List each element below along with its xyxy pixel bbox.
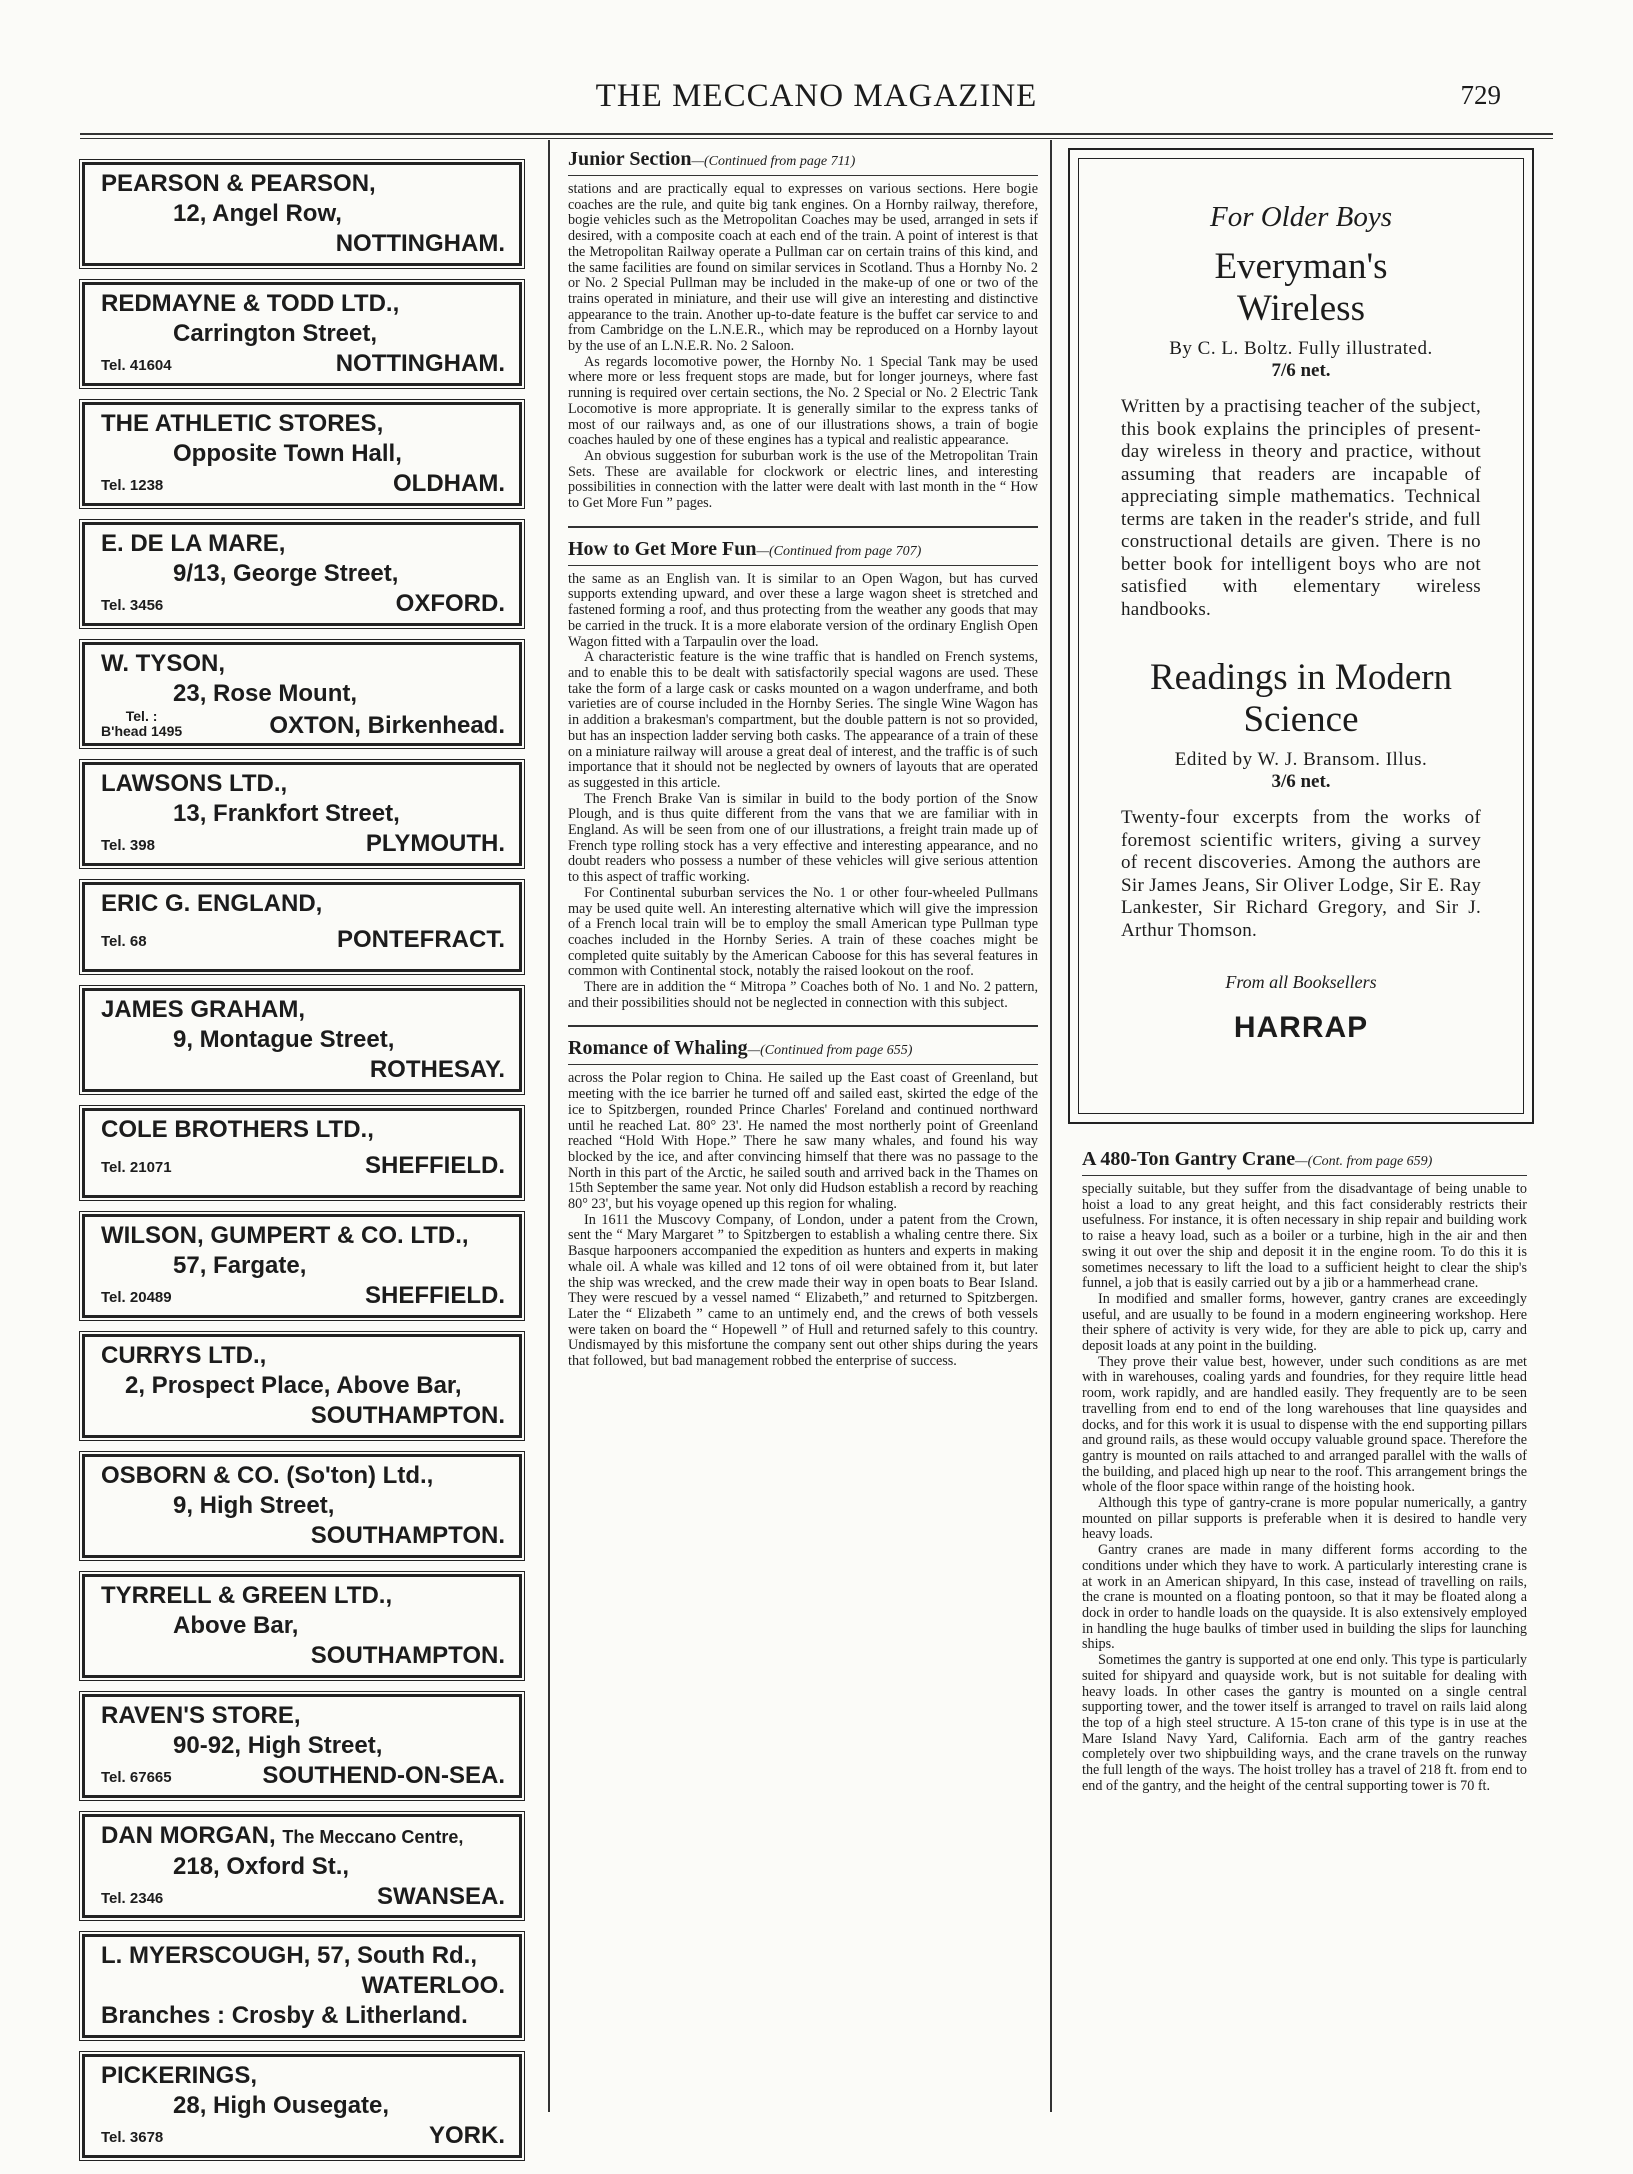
dealer-town: NOTTINGHAM.: [335, 230, 505, 257]
article-heading: Romance of Whaling—(Continued from page 655): [568, 1037, 913, 1060]
dealer-tel: Tel. : B'head 1495: [101, 708, 183, 739]
dealer-box: [82, 882, 522, 972]
magazine-title: THE MECCANO MAGAZINE: [595, 78, 1038, 114]
dealer-tel: Tel. 67665: [101, 1769, 172, 1786]
dealer-town: NOTTINGHAM.: [335, 350, 505, 377]
dealer-name: DAN MORGAN, The Meccano Centre,: [101, 1822, 464, 1849]
dealer-box: [82, 642, 522, 746]
dealer-box: [82, 162, 522, 266]
dealer-name: W. TYSON,: [101, 650, 226, 677]
dealer-town: WATERLOO.: [361, 1972, 505, 1999]
dealer-box: [82, 1214, 522, 1318]
article-body: specially suitable, but they suffer from the disadvantage of being unable to hoist a load to any great height, and this fact considerably restricts their usefulness. For instance, it is often necessary in ship repair and building work to raise a heavy load, such as a boiler or a turbine, high in the air and then swing it out over the ship and deposit it in the engine room. To do this it is sometimes necessary to lift the load to a sufficient height to clear the ship's funnel, a job that is easily carried out by a jib or a hammerhead crane. In modified and smaller forms, however, gantry cranes are exceedingly useful, and are usually to be found in a modern engineering workshop. Here their sphere of activity is very wide, for they are able to pick up, carry and deposit loads at any point in the building. They prove their value best, however, under such conditions as are met with in warehouses, coaling yards and foundries, for they require little head room, work rapidly, and are handled easily. They frequently are to be seen travelling from end to end of the long warehouses that line quaysides and docks, and for this work it is usual to dispense with the end supporting pillars and ground rails, as these would occupy valuable ground space. Therefore the gantry is mounted on rails attached to and arranged parallel with the walls of the building, and placed high up near to the roof. This arrangement brings the whole of the floor space within range of the hoisting hook. Although this type of gantry-crane is more popular numerically, a gantry mounted on pillar supports is preferable when it is desired to handle very heavy loads. Gantry cranes are made in many different forms according to the conditions under which they have to work. A particularly interesting crane is at work in an American shipyard, In this case, instead of travelling on rails, the crane is mounted on a floating pontoon, so that it may be floated along a dock in order to handle loads on the quayside. It is also extensively employed in handling the huge baulks of timber used in building the slips for launching ships. Sometimes the gantry is supported at one end only. This type is particularly suited for shipyard and quayside work, but is not suitable for dealing with heavy loads. In other cases the gantry is mounted on a single central supporting tower, and the tower itself is arranged to travel on rails laid along the top of a high steel structure. A 15-ton crane of this type is in use at the Mare Island Navy Yard, California. Each arm of the gantry reaches completely over two shipbuilding ways, and the crane travels on the runway the full length of the ways. The hoist trolley has a travel of 218 ft. from end to end of the gantry, and the height of the central supporting tower is 70 ft.: [1082, 1181, 1527, 1794]
ad-description: Written by a practising teacher of the subject, this book explains the principles of present-day wireless in theory and practice, without assuming that readers are incapable of appreciating simple mathematics. Technical terms are taken in the reader's stride, and full constructional details are given. There is no better book for intelligent boys who are not satisfied with elementary wireless handbooks.: [1121, 396, 1481, 620]
ad-publisher: HARRAP: [1233, 1011, 1369, 1044]
dealer-name: WILSON, GUMPERT & CO. LTD.,: [101, 1222, 469, 1249]
dealer-town: OXFORD.: [395, 590, 505, 617]
article-body: stations and are practically equal to expresses on various sections. Here bogie coaches are the rule, and quite big tank engines. On a Hornby railway, therefore, bogie vehicles such as the Metropolitan Coaches may be used, arranged in sets if desired, with a composite coach at each end of the train. A point of interest is that the Metropolitan Railway operate a Pullman car on certain trains of this kind, and the same facilities are found on similar services in Scotland. Thus a Hornby No. 2 or No. 2 Special Pullman may be included in the make-up of one or two of the trains operated in miniature, and their use will give an interesting and distinctive appearance to the train. Another up-to-date feature is the buffet car service to and from Cambridge on the L.N.E.R., which may be reproduced on a Hornby layout by the use of an L.N.E.R. No. 2 Saloon. As regards locomotive power, the Hornby No. 1 Special Tank may be used where more or less frequent stops are made, but for longer journeys, where fast running is required over certain sections, the No. 2 Special or No. 2 Electric Tank Locomotive is more appropriate. It is generally similar to the express tanks of most of our railways and, as one of our illustrations shows, a train of bogie coaches hauled by one of these engines has a typical and realistic appearance. An obvious suggestion for suburban work is the use of the Metropolitan Train Sets. These are available for clockwork or electric lines, and interesting possibilities in connection with the latter were dealt with last month in the “ How to Get More Fun ” pages.: [568, 181, 1038, 512]
dealer-branches: Branches : Crosby & Litherland.: [101, 2002, 468, 2029]
dealer-box: [82, 1694, 522, 1798]
dealer-name: L. MYERSCOUGH, 57, South Rd.,: [101, 1942, 478, 1969]
harrap-advertisement: [1068, 148, 1534, 1124]
dealer-name: CURRYS LTD.,: [101, 1342, 267, 1369]
dealer-name: ERIC G. ENGLAND,: [101, 890, 323, 917]
page-number: 729: [1460, 80, 1501, 110]
dealer-tel: Tel. 21071: [101, 1159, 172, 1176]
dealer-name: LAWSONS LTD.,: [101, 770, 288, 797]
ad-editor: Edited by W. J. Bransom. Illus.: [1174, 749, 1428, 770]
dealer-name: OSBORN & CO. (So'ton) Ltd.,: [101, 1462, 434, 1489]
article-separator: [568, 1025, 1038, 1027]
dealer-name: THE ATHLETIC STORES,: [101, 410, 384, 437]
middle-column: [568, 148, 1038, 1370]
dealer-box: [82, 282, 522, 386]
dealer-name: TYRRELL & GREEN LTD.,: [101, 1582, 393, 1609]
dealer-box: [82, 1814, 522, 1918]
dealer-town: YORK.: [428, 2122, 505, 2149]
dealer-tel: Tel. 3678: [101, 2129, 164, 2146]
dealer-box: [82, 402, 522, 506]
dealer-name: JAMES GRAHAM,: [101, 996, 306, 1023]
dealer-address: Above Bar,: [173, 1612, 299, 1639]
ad-price: 7/6 net.: [1271, 360, 1331, 381]
article-junior-section: [568, 148, 1038, 512]
article-separator: [568, 526, 1038, 528]
ad-book-title: Readings in Modern Science: [1149, 657, 1453, 740]
dealer-name: E. DE LA MARE,: [101, 530, 286, 557]
dealer-address: 9, High Street,: [173, 1492, 335, 1519]
ad-booksellers: From all Booksellers: [1225, 972, 1377, 992]
dealer-address: 2, Prospect Place, Above Bar,: [125, 1372, 462, 1399]
dealer-subtitle: The Meccano Centre,: [282, 1827, 464, 1847]
ad-price: 3/6 net.: [1271, 771, 1331, 792]
dealer-tel: Tel. 20489: [101, 1289, 172, 1306]
dealer-name: REDMAYNE & TODD LTD.,: [101, 290, 400, 317]
dealer-town: SWANSEA.: [376, 1883, 505, 1910]
dealer-box: [82, 522, 522, 626]
dealer-town: SHEFFIELD.: [364, 1152, 505, 1179]
dealer-town: SHEFFIELD.: [364, 1282, 505, 1309]
dealer-box: [82, 1574, 522, 1678]
dealer-town: PLYMOUTH.: [365, 830, 505, 857]
dealer-town: SOUTHAMPTON.: [310, 1402, 505, 1429]
dealer-address: 28, High Ousegate,: [173, 2092, 390, 2119]
dealer-address: Opposite Town Hall,: [173, 440, 402, 467]
dealer-address: Carrington Street,: [173, 320, 378, 347]
dealer-tel: Tel. 68: [101, 933, 147, 950]
article-gantry-crane: [1082, 1148, 1527, 1794]
dealer-address: 90-92, High Street,: [173, 1732, 383, 1759]
dealer-address: 9, Montague Street,: [173, 1026, 395, 1053]
header-rule: [80, 133, 1553, 135]
dealer-town: SOUTHAMPTON.: [310, 1642, 505, 1669]
dealer-box: [82, 762, 522, 866]
article-heading: Junior Section—(Continued from page 711): [568, 148, 856, 170]
dealer-address: 218, Oxford St.,: [173, 1853, 350, 1880]
header-rule-2: [80, 138, 1553, 139]
article-heading: How to Get More Fun—(Continued from page 707): [568, 537, 922, 560]
ad-author: By C. L. Boltz. Fully illustrated.: [1169, 338, 1433, 359]
dealer-box: [82, 1934, 522, 2038]
article-whaling: [568, 1037, 1038, 1369]
dealer-box: [82, 1454, 522, 1558]
ad-book-title: Everyman's Wireless: [1214, 246, 1388, 329]
dealer-tel: Tel. 398: [101, 837, 155, 854]
dealer-box: [82, 2054, 522, 2158]
dealer-box: [82, 1108, 522, 1198]
ad-tagline: For Older Boys: [1209, 201, 1393, 233]
article-heading: A 480-Ton Gantry Crane—(Cont. from page 659): [1082, 1148, 1433, 1170]
dealer-box: [82, 1334, 522, 1438]
dealer-box: [82, 988, 522, 1092]
dealer-name: PICKERINGS,: [101, 2062, 258, 2089]
dealer-address: 9/13, George Street,: [173, 560, 399, 587]
dealer-address: 23, Rose Mount,: [173, 680, 358, 707]
dealer-address: 13, Frankfort Street,: [173, 800, 400, 827]
article-more-fun: [568, 538, 1038, 1012]
dealer-directory: [82, 162, 522, 2174]
dealer-address: 12, Angel Row,: [173, 200, 342, 227]
dealer-town: SOUTHAMPTON.: [310, 1522, 505, 1549]
dealer-town: OXTON, Birkenhead.: [269, 712, 505, 739]
article-body: across the Polar region to China. He sailed up the East coast of Greenland, but meeting with the ice barrier he turned off and sailed east, skirted the edge of the ice to Spitzbergen, rounded Prince Charles' Foreland and continued northward until he reached Lat. 80° 23'. He named the most northerly point of Greenland reached “Hold With Hope.” There he saw many whales, and found his way blocked by the ice, and after convincing himself that there was no passage to the North in this part of the Arctic, he sailed south and arrived back in the Thames on 15th September the same year. Not only did Hudson establish a record by reaching 80° 23', but his voyage opened up this region for whaling. In 1611 the Muscovy Company, of London, under a patent from the Crown, sent the “ Mary Margaret ” to Spitzbergen to establish a whaling centre there. Six Basque harpooners accompanied the expedition as hunters and experts in making whale oil. A whale was killed and 12 tons of oil were obtained from it, but later the ship was wrecked, and the crew made their way in open boats to Bear Island. They were rescued by a vessel named “ Elizabeth,” and returned to Spitzbergen. Later the “ Elizabeth ” came to an untimely end, and the crews of both vessels were taken on board the “ Hopewell ” of Hull and returned safely to this country. Undismayed by this misfortune the company sent out other ships during the years that followed, but bad management robbed the enterprise of success.: [568, 1070, 1038, 1370]
ad-description: Twenty-four excerpts from the works of foremost scientific writers, giving a survey of recent discoveries. Among the authors are Sir James Jeans, Sir Oliver Lodge, Sir E. Ray Lankester, Sir Richard Gregory, and Sir J. Arthur Thomson.: [1121, 807, 1481, 941]
dealer-tel: Tel. 2346: [101, 1890, 164, 1907]
dealer-town: ROTHESAY.: [369, 1056, 505, 1083]
article-body: the same as an English van. It is similar to an Open Wagon, but has curved supports extending upward, and over these a large wagon sheet is stretched and fastened forming a roof, and thus protecting from the weather any goods that may be carried in the truck. It is a more elaborate version of the ordinary English Open Wagon fitted with a Tarpaulin over the load. A characteristic feature is the wine traffic that is handled on French systems, and to enable this to be dealt with satisfactorily special wagons are used. These take the form of a large cask or casks mounted on a wagon underframe, and both varieties are of course included in the Hornby Series. The single Wine Wagon has in addition a brakesman's compartment, but the double pattern is not so provided, but has an inspection ladder serving both casks. The appearance of a train of these on a miniature railway will arouse a great deal of interest, and the traffic is of such importance that it should not be neglected by owners of layouts that are operated as suggested in this article. The French Brake Van is similar in build to the body portion of the Snow Plough, and is thus quite different from the vans that we are familiar with in England. As will be seen from one of our illustrations, a freight train made up of French type rolling stock has a very effective and interesting appearance, and no doubt readers who possess a number of these vehicles will give serious attention to this aspect of traffic working. For Continental suburban services the No. 1 or other four-wheeled Pullmans may be used quite well. An interesting alternative which will give the impression of a French local train will be to employ the small American type Pullman type coaches included in the Hornby Series. A train of these coaches might be completed quite suitably by the American Caboose for this has several features in common with Continental stock, notably the raised lookout on the roof. There are in addition the “ Mitropa ” Coaches both of No. 1 and No. 2 pattern, and their possibilities should not be neglected in connection with this subject.: [568, 570, 1038, 1011]
dealer-tel: Tel. 41604: [101, 357, 172, 374]
dealer-name: PEARSON & PEARSON,: [101, 170, 376, 197]
dealer-tel: Tel. 1238: [101, 477, 164, 494]
dealer-name: COLE BROTHERS LTD.,: [101, 1116, 374, 1143]
dealer-town: OLDHAM.: [393, 470, 505, 497]
dealer-town: SOUTHEND-ON-SEA.: [262, 1762, 505, 1789]
dealer-tel: Tel. 3456: [101, 597, 164, 614]
dealer-name: RAVEN'S STORE,: [101, 1702, 301, 1729]
column-divider-left: [548, 140, 550, 2112]
column-divider-right: [1050, 140, 1052, 2112]
dealer-address: 57, Fargate,: [173, 1252, 307, 1279]
dealer-town: PONTEFRACT.: [337, 926, 505, 953]
